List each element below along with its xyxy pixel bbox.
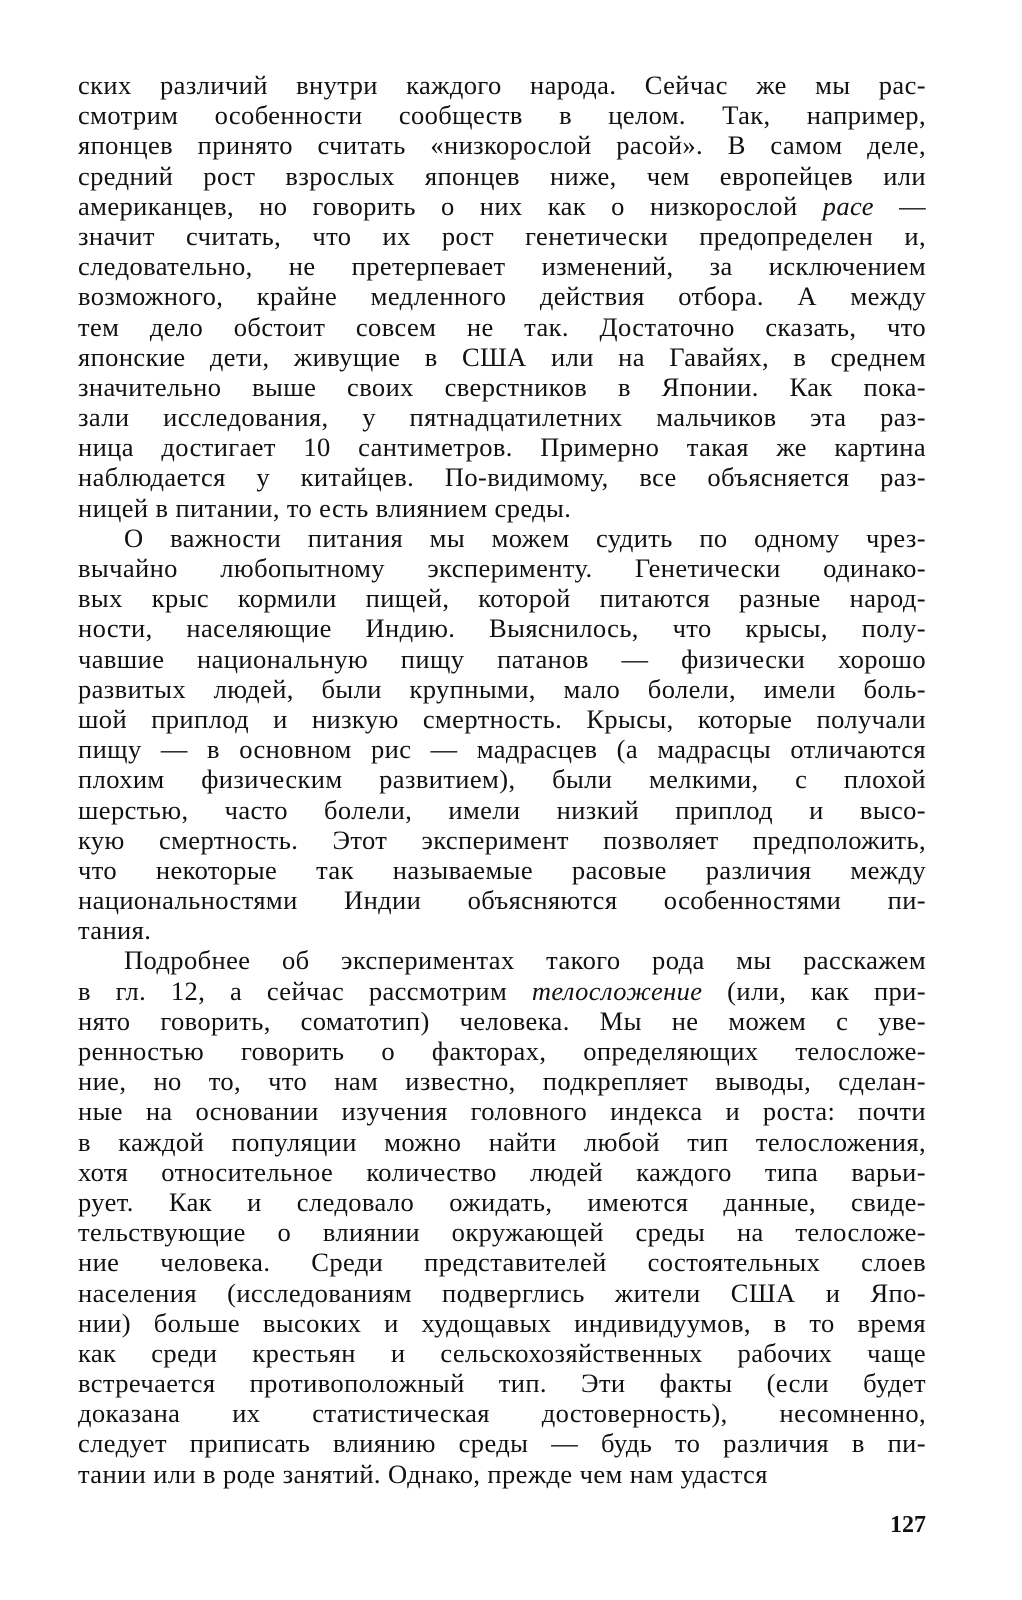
text-line: кую смертность. Этот эксперимент позволяет предположить, <box>78 824 926 855</box>
text-line: ница достигает 10 сантиметров. Примерно такая же картина <box>78 432 926 463</box>
text-line: встречается противоположный тип. Эти факты (если будет <box>78 1368 926 1399</box>
paragraph <box>78 523 926 946</box>
text-line: в гл. 12, а сейчас рассмотрим телосложение (или, как при- <box>78 975 926 1006</box>
text-line: нято говорить, соматотип) человека. Мы не можем с уве- <box>78 1005 926 1036</box>
text-line: пищу — в основном рис — мадрасцев (а мадрасцы отличаются <box>78 734 926 765</box>
text-line: национальностями Индии объясняются особенностями пи- <box>78 885 926 916</box>
text-line: О важности питания мы можем судить по одному чрез- <box>124 522 926 553</box>
text-line: наблюдается у китайцев. По-видимому, все объясняется раз- <box>78 462 926 493</box>
text-line: смотрим особенности сообществ в целом. Так, например, <box>78 100 926 131</box>
text-line: тания. <box>78 915 152 946</box>
text-line: нии) больше высоких и худощавых индивидуумов, в то время <box>78 1307 926 1338</box>
text-line: ние, но то, что нам известно, подкрепляет выводы, сделан- <box>78 1066 926 1097</box>
text-line: тельствующие о влиянии окружающей среды на телосложе- <box>78 1217 926 1248</box>
text-line: вычайно любопытному эксперименту. Генетически одинако- <box>78 553 926 583</box>
text-line: в каждой популяции можно найти любой тип телосложения, <box>78 1126 926 1157</box>
text-line: ницей в питании, то есть влиянием среды. <box>78 492 572 523</box>
text-line: значительно выше своих сверстников в Японии. Как пока- <box>78 371 926 402</box>
text-line: плохим физическим развитием), были мелкими, с плохой <box>78 764 926 795</box>
text-line: шой приплод и низкую смертность. Крысы, которые получали <box>78 703 926 734</box>
text-line: средний рост взрослых японцев ниже, чем европейцев или <box>78 160 926 191</box>
text-line: тем дело обстоит совсем не так. Достаточно сказать, что <box>78 311 926 342</box>
text-line: ских различий внутри каждого народа. Сейчас же мы рас- <box>78 70 926 100</box>
text-line: тании или в роде занятий. Однако, прежде чем нам удастся <box>78 1458 768 1489</box>
text-line: шерстью, часто болели, имели низкий приплод и высо- <box>78 794 926 825</box>
text-line: что некоторые так называемые расовые различия между <box>78 854 926 885</box>
text-line: значит считать, что их рост генетически предопределен и, <box>78 220 926 251</box>
paragraph <box>78 945 926 1488</box>
text-line: возможного, крайне медленного действия отбора. А между <box>78 281 926 312</box>
book-page-text <box>78 70 926 1489</box>
text-line: ренностью говорить о факторах, определяющих телосложе- <box>78 1036 926 1066</box>
text-line: японские дети, живущие в США или на Гавайях, в среднем <box>78 341 926 372</box>
text-line: следовательно, не претерпевает изменений, за исключением <box>78 251 926 282</box>
text-line: доказана их статистическая достоверность), несомненно, <box>78 1398 926 1429</box>
text-line: чавшие национальную пищу патанов — физически хорошо <box>78 643 926 674</box>
text-line: ные на основании изучения головного индекса и роста: почти <box>78 1096 926 1127</box>
text-line: населения (исследованиям подверглись жители США и Япо- <box>78 1277 926 1308</box>
text-line: американцев, но говорить о них как о низкорослой расе — <box>78 190 926 221</box>
text-line: ние человека. Среди представителей состоятельных слоев <box>78 1247 926 1278</box>
text-line: как среди крестьян и сельскохозяйственных рабочих чаще <box>78 1337 926 1368</box>
text-line: развитых людей, были крупными, мало болели, имели боль- <box>78 673 926 704</box>
text-line: рует. Как и следовало ожидать, имеются данные, свиде- <box>78 1186 926 1217</box>
page-number: 127 <box>890 1512 926 1538</box>
text-line: Подробнее об экспериментах такого рода мы расскажем <box>124 945 926 976</box>
text-line: хотя относительное количество людей каждого типа варьи- <box>78 1156 926 1187</box>
paragraph <box>78 70 926 523</box>
text-line: следует приписать влиянию среды — будь то различия в пи- <box>78 1428 926 1459</box>
text-line: вых крыс кормили пищей, которой питаются разные народ- <box>78 583 926 614</box>
text-line: зали исследования, у пятнадцатилетних мальчиков эта раз- <box>78 402 926 433</box>
text-line: ности, населяющие Индию. Выяснилось, что крысы, полу- <box>78 613 926 644</box>
text-line: японцев принято считать «низкорослой расой». В самом деле, <box>78 130 926 161</box>
